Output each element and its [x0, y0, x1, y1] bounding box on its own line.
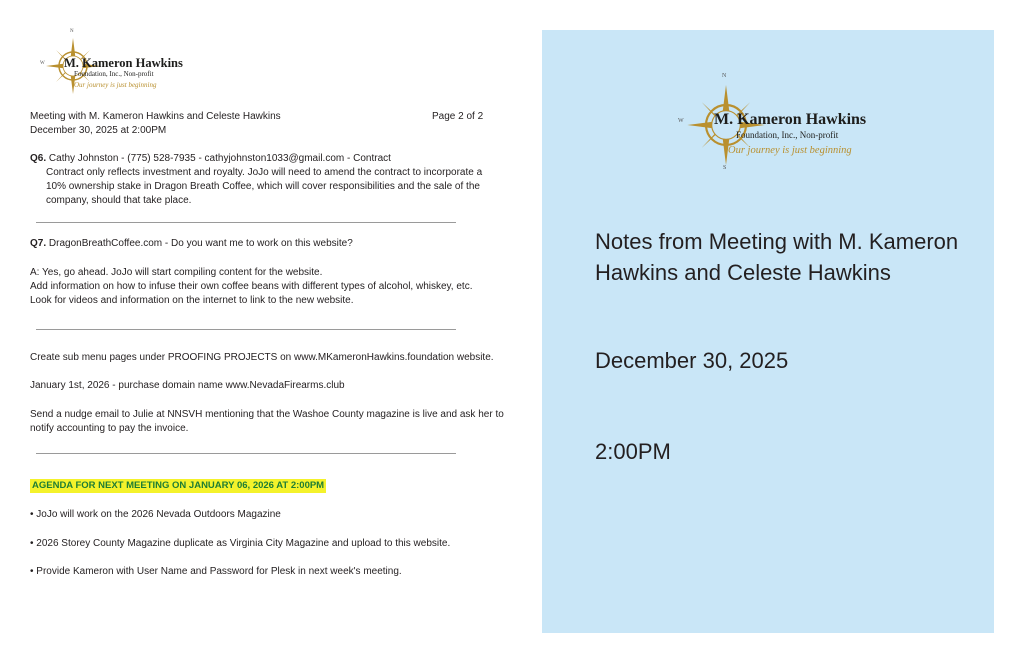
- page-number: Page 2 of 2: [432, 111, 484, 122]
- q7-answer-line: Add information on how to infuse their own coffee beans with different types of alcohol, whiskey, etc.: [30, 281, 473, 292]
- q7-label: Q7.: [30, 238, 47, 249]
- note-nudge-line: Send a nudge email to Julie at NNSVH mentioning that the Washoe County magazine is live and ask her to: [30, 409, 504, 420]
- q6-text: Cathy Johnston - (775) 528-7935 - cathyjohnston1033@gmail.com - Contract: [48, 153, 391, 164]
- logo-subtitle: Foundation, Inc., Non-profit: [736, 130, 839, 140]
- agenda-item: • 2026 Storey County Magazine duplicate as Virginia City Magazine and upload to this website.: [30, 538, 451, 549]
- q7-answer-line: Look for videos and information on the internet to link to the new website.: [30, 295, 354, 306]
- meeting-date: December 30, 2025 at 2:00PM: [30, 125, 167, 136]
- foundation-logo: [38, 29, 183, 96]
- q6-body-line: company, should that take place.: [46, 195, 192, 206]
- cover-panel: [542, 30, 994, 633]
- q6-body-line: Contract only reflects investment and royalty. JoJo will need to amend the contract to incorporate a: [46, 167, 483, 178]
- note-submenu: Create sub menu pages under PROOFING PROJECTS on www.MKameronHawkins.foundation website.: [30, 352, 494, 363]
- cover-date: December 30, 2025: [595, 348, 789, 373]
- agenda-heading: AGENDA FOR NEXT MEETING ON JANUARY 06, 2026 AT 2:00PM: [32, 480, 325, 491]
- cover-heading: Notes from Meeting with M. Kameron Hawkins and Celeste Hawkins: [595, 229, 959, 285]
- compass-north-label: N: [70, 29, 74, 34]
- divider: [36, 222, 456, 223]
- logo-tagline: Our journey is just beginning: [728, 145, 852, 156]
- compass-south-label: S: [723, 165, 727, 171]
- q6-line: [30, 152, 391, 167]
- agenda-item: • JoJo will work on the 2026 Nevada Outdoors Magazine: [30, 509, 281, 520]
- logo-name: M. Kameron Hawkins: [714, 111, 867, 128]
- q7-line: [30, 237, 353, 252]
- meeting-title: Meeting with M. Kameron Hawkins and Celeste Hawkins: [30, 111, 281, 122]
- logo-name: M. Kameron Hawkins: [64, 56, 183, 70]
- q6-label: Q6.: [30, 153, 47, 164]
- divider: [36, 453, 456, 454]
- logo-tagline: Our journey is just beginning: [74, 81, 157, 89]
- compass-north-label: N: [722, 73, 727, 79]
- foundation-logo-large: [676, 75, 876, 175]
- q7-text: DragonBreathCoffee.com - Do you want me to work on this website?: [48, 238, 353, 249]
- q6-body-line: 10% ownership stake in Dragon Breath Coffee, which will cover responsibilities and the sale of the: [46, 181, 480, 192]
- divider: [36, 329, 456, 330]
- compass-west-label: W: [678, 118, 684, 124]
- compass-west-label: W: [40, 61, 45, 66]
- note-domain: January 1st, 2026 - purchase domain name www.NevadaFirearms.club: [30, 380, 345, 391]
- logo-subtitle: Foundation, Inc., Non-profit: [74, 70, 154, 78]
- cover-time: 2:00PM: [595, 439, 671, 464]
- agenda-item: • Provide Kameron with User Name and Password for Plesk in next week's meeting.: [30, 566, 402, 577]
- q7-answer-line: A: Yes, go ahead. JoJo will start compiling content for the website.: [30, 267, 323, 278]
- note-nudge-line: notify accounting to pay the invoice.: [30, 423, 189, 434]
